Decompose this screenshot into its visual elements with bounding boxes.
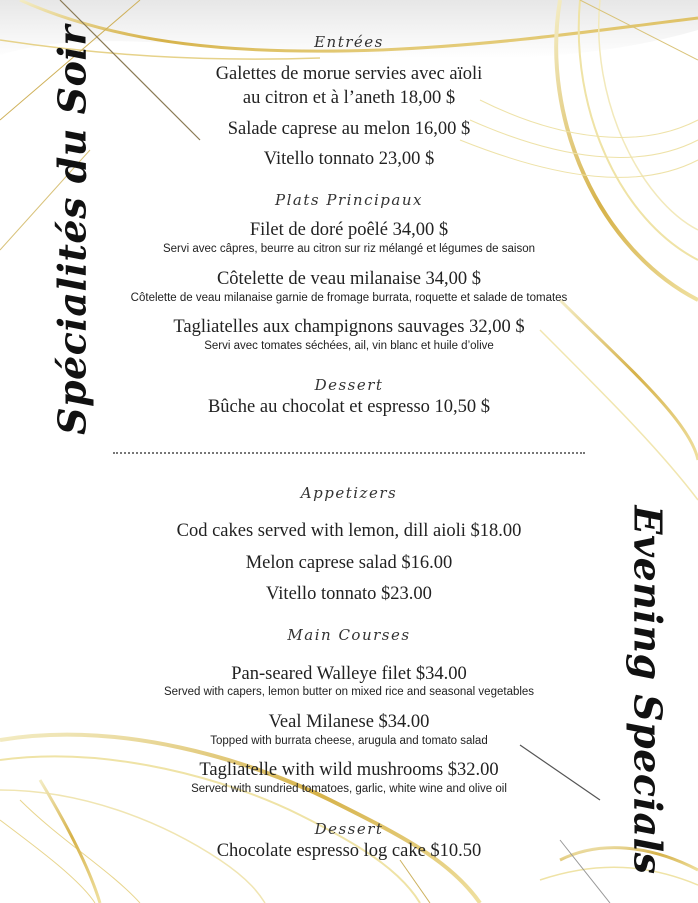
french-dessert-item: Bûche au chocolat et espresso 10,50 $	[207, 397, 491, 417]
french-mains-heading: Plats Principaux	[275, 191, 423, 209]
english-main-2-name: Veal Milanese $34.00	[268, 712, 430, 732]
english-main-3-name: Tagliatelle with wild mushrooms $32.00	[199, 760, 499, 780]
english-dessert-item: Chocolate espresso log cake $10.50	[216, 841, 482, 861]
french-side-title: Spécialités du Soir	[49, 25, 95, 435]
english-main-2-desc: Topped with burrata cheese, arugula and tomato salad	[210, 735, 488, 747]
french-appetizer-3: Vitello tonnato 23,00 $	[263, 149, 435, 169]
french-dessert-heading: Dessert	[314, 376, 384, 394]
english-appetizers-heading: Appetizers	[300, 484, 398, 502]
french-main-2-desc: Côtelette de veau milanaise garnie de fromage burrata, roquette et salade de tomates	[130, 292, 568, 304]
french-main-1-desc: Servi avec câpres, beurre au citron sur riz mélangé et légumes de saison	[162, 243, 535, 255]
french-main-2-name: Côtelette de veau milanaise 34,00 $	[216, 269, 482, 289]
french-main-1-name: Filet de doré poêlé 34,00 $	[249, 220, 449, 240]
english-main-1-desc: Served with capers, lemon butter on mixed rice and seasonal vegetables	[163, 686, 535, 698]
english-appetizer-3: Vitello tonnato $23.00	[266, 584, 432, 604]
english-side-title: Evening Specials	[625, 505, 671, 875]
french-main-3-name: Tagliatelles aux champignons sauvages 32,00 $	[173, 317, 525, 337]
english-main-3-desc: Served with sundried tomatoes, garlic, white wine and olive oil	[191, 783, 507, 795]
english-dessert-heading: Dessert	[314, 820, 384, 838]
english-appetizer-1: Cod cakes served with lemon, dill aioli $18.00	[176, 521, 522, 541]
french-appetizer-1-line2: au citron et à l’aneth 18,00 $	[242, 88, 456, 108]
english-mains-heading: Main Courses	[287, 626, 411, 644]
french-main-3-desc: Servi avec tomates séchées, ail, vin blanc et huile d’olive	[204, 340, 494, 352]
french-appetizers-heading: Entrées	[314, 33, 384, 51]
section-divider	[113, 452, 585, 454]
french-appetizer-2: Salade caprese au melon 16,00 $	[227, 119, 471, 139]
english-appetizer-2: Melon caprese salad $16.00	[245, 553, 453, 573]
english-main-1-name: Pan-seared Walleye filet $34.00	[231, 664, 467, 684]
french-appetizer-1-line1: Galettes de morue servies avec aïoli	[215, 64, 483, 84]
